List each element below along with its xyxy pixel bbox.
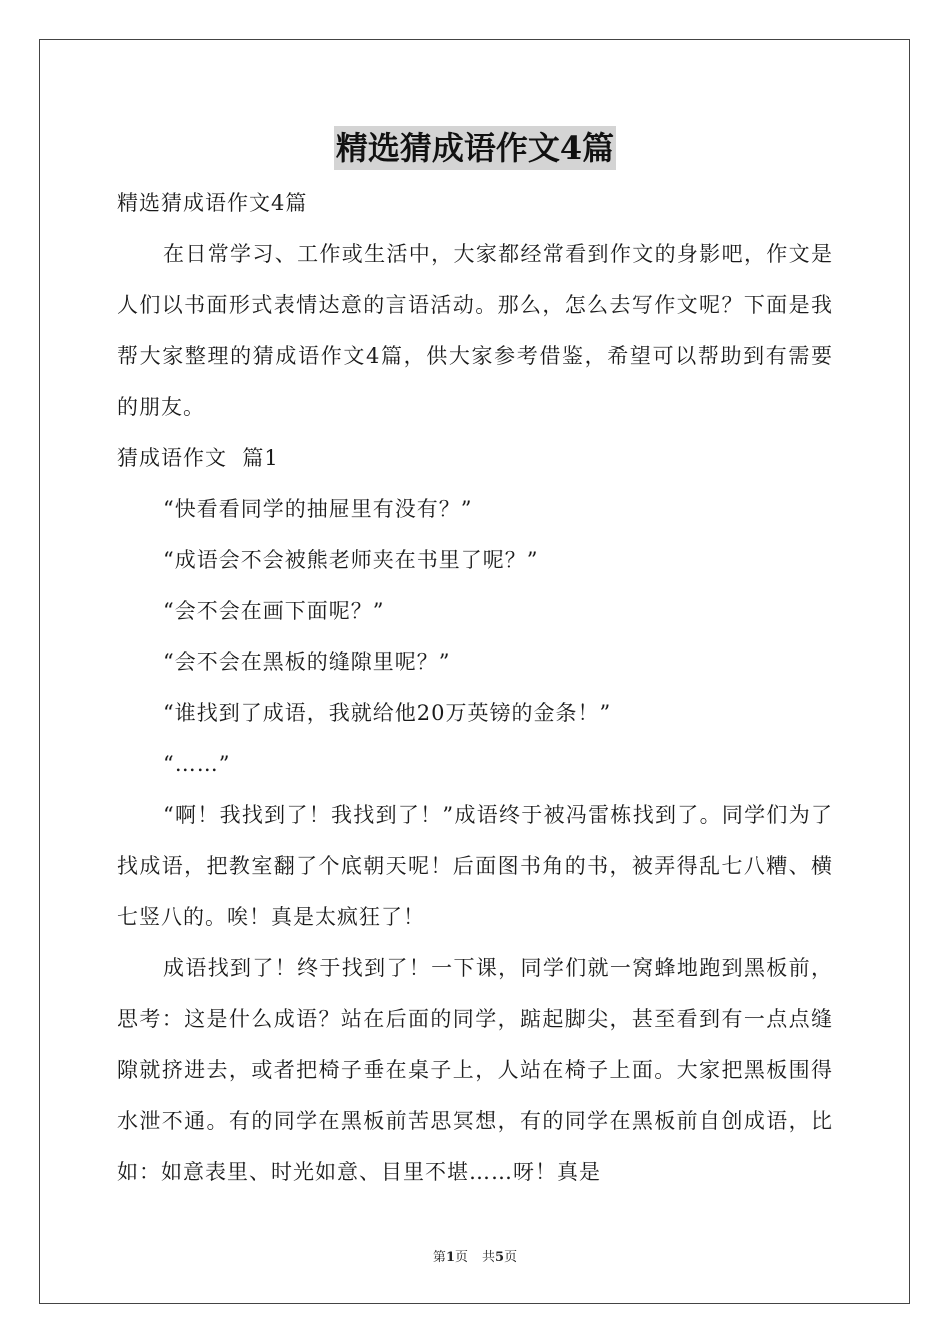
quote-line: “……” — [163, 752, 231, 776]
page-suffix: 页 — [454, 1250, 468, 1265]
document-title: 精选猜成语作文4篇 — [334, 126, 616, 170]
intro-paragraph: 在日常学习、工作或生活中，大家都经常看到作文的身影吧，作文是人们以书面形式表情达意的言语活动。那么，怎么去写作文呢？下面是我帮大家整理的猜成语作文4篇，供大家参考借鉴，希望可以帮助到有需要的朋友。 — [117, 242, 833, 419]
page-prefix: 第 — [432, 1250, 446, 1265]
quote-line: “会不会在黑板的缝隙里呢？” — [163, 650, 451, 674]
title-container — [0, 126, 950, 170]
quote-line: “谁找到了成语，我就给他20万英镑的金条！” — [163, 701, 612, 725]
total-suffix: 页 — [504, 1250, 518, 1265]
quote-line: “成语会不会被熊老师夹在书里了呢？” — [163, 548, 539, 572]
document-body — [117, 178, 833, 1198]
section-heading: 猜成语作文 篇1 — [117, 446, 279, 470]
document-subtitle: 精选猜成语作文4篇 — [117, 191, 308, 215]
quote-line: “快看看同学的抽屉里有没有？” — [163, 497, 473, 521]
page-footer — [0, 1246, 950, 1265]
page-current: 1 — [445, 1250, 455, 1265]
total-prefix: 共 — [482, 1250, 496, 1265]
page-total: 5 — [495, 1250, 505, 1265]
quote-line: “会不会在画下面呢？” — [163, 599, 385, 623]
body-paragraph: 成语找到了！终于找到了！一下课，同学们就一窝蜂地跑到黑板前，思考：这是什么成语？站在后面的同学，踮起脚尖，甚至看到有一点点缝隙就挤进去，或者把椅子垂在桌子上，人站在椅子上面。大家把黑板围得水泄不通。有的同学在黑板前苦思冥想，有的同学在黑板前自创成语，比如：如意表里、时光如意、目里不堪……呀！真是 — [117, 956, 833, 1184]
body-paragraph: “啊！我找到了！我找到了！”成语终于被冯雷栋找到了。同学们为了找成语，把教室翻了个底朝天呢！后面图书角的书，被弄得乱七八糟、横七竖八的。唉！真是太疯狂了！ — [117, 803, 833, 929]
